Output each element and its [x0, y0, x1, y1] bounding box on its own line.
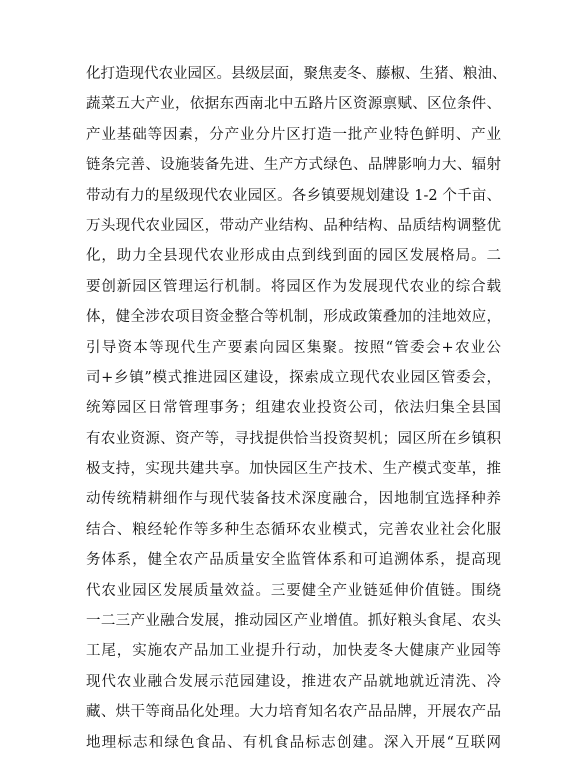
text-line: 有农业资源、资产等，寻找提供恰当投资契机；园区所在乡镇积	[86, 430, 501, 447]
text-line: 地理标志和绿色食品、有机食品标志创建。深入开展“互联网	[86, 734, 501, 751]
text-line: 要创新园区管理运行机制。将园区作为发展现代农业的综合载	[86, 278, 501, 295]
text-line: 蔬菜五大产业，依据东西南北中五路片区资源禀赋、区位条件、	[86, 96, 501, 113]
text-line: 务体系，健全农产品质量安全监管体系和可追溯体系，提高现	[86, 552, 501, 569]
text-line: 产业基础等因素，分产业分片区打造一批产业特色鲜明、产业	[86, 126, 501, 143]
text-line: 化打造现代农业园区。县级层面，聚焦麦冬、藤椒、生猪、粮油、	[86, 66, 507, 82]
text-line: 工尾，实施农产品加工业提升行动，加快麦冬大健康产业园等	[86, 643, 501, 660]
text-line: 动传统精耕细作与现代装备技术深度融合，因地制宜选择种养	[86, 491, 501, 508]
text-line: 代农业园区发展质量效益。三要健全产业链延伸价值链。围绕	[86, 582, 501, 599]
body-text	[86, 59, 507, 758]
text-line: 统筹园区日常管理事务；组建农业投资公司，依法归集全县国	[86, 400, 501, 417]
text-line: 一二三产业融合发展，推动园区产业增值。抓好粮头食尾、农头	[86, 613, 501, 630]
text-line: 链条完善、设施装备先进、生产方式绿色、品牌影响力大、辐射	[86, 157, 501, 174]
text-line: 带动有力的星级现代农业园区。各乡镇要规划建设 1-2 个千亩、	[86, 187, 501, 204]
text-line: 极支持，实现共建共享。加快园区生产技术、生产模式变革，推	[86, 461, 501, 478]
text-line: 化，助力全县现代农业形成由点到线到面的园区发展格局。二	[86, 248, 501, 265]
text-line: 司+乡镇”模式推进园区建设，探索成立现代农业园区管委会，	[86, 369, 501, 386]
text-line: 藏、烘干等商品化处理。大力培育知名农产品品牌，开展农产品	[86, 704, 501, 721]
text-line: 现代农业融合发展示范园建设，推进农产品就地就近清洗、冷	[86, 673, 501, 690]
text-line: 引导资本等现代生产要素向园区集聚。按照“管委会+农业公	[86, 339, 501, 356]
text-line: 体，健全涉农项目资金整合等机制，形成政策叠加的洼地效应，	[86, 309, 501, 326]
text-line: 结合、粮经轮作等多种生态循环农业模式，完善农业社会化服	[86, 521, 501, 538]
text-line: 万头现代农业园区，带动产业结构、品种结构、品质结构调整优	[86, 217, 501, 234]
